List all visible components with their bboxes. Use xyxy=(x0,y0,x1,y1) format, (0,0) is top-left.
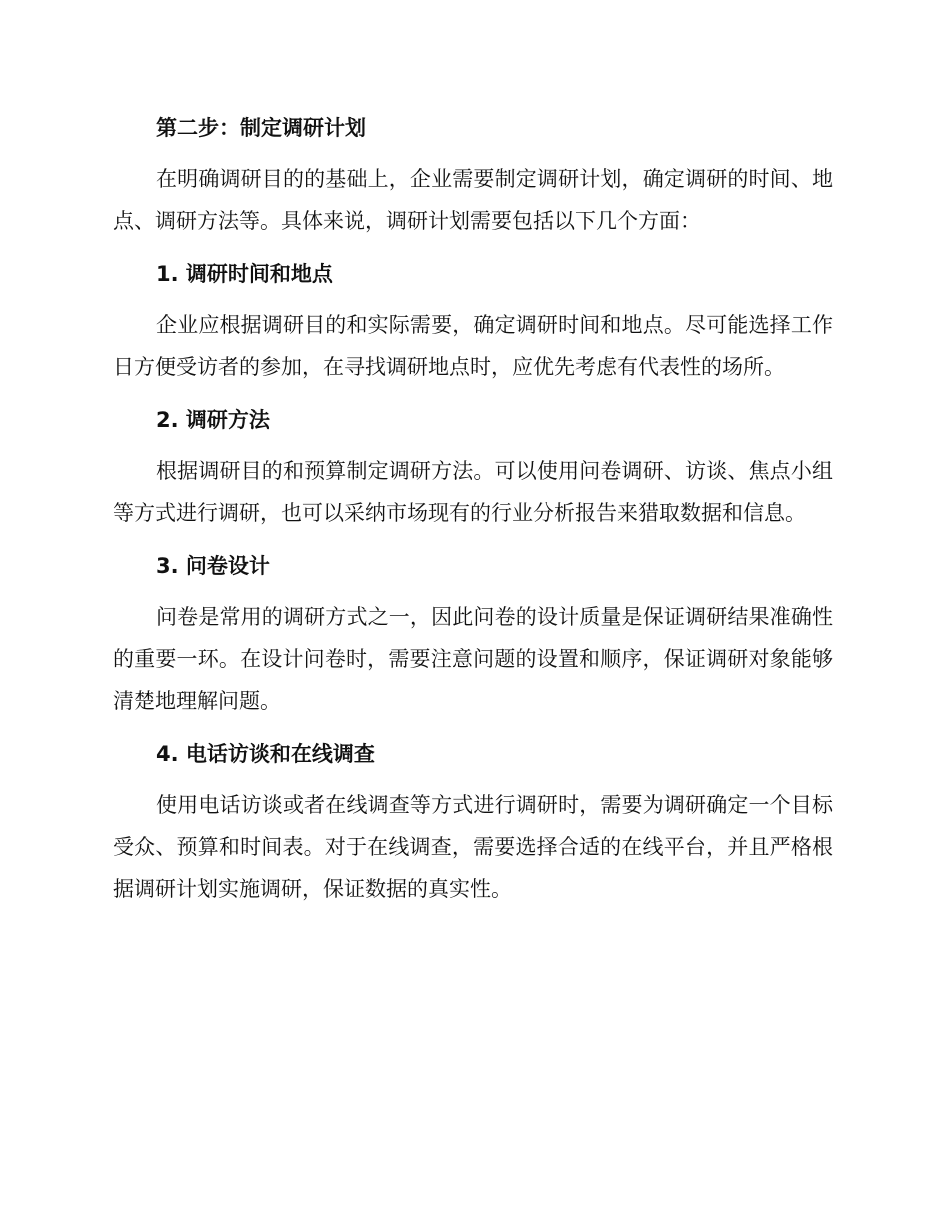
section-body-phone-online: 使用电话访谈或者在线调查等方式进行调研时，需要为调研确定一个目标受众、预算和时间表。对于在线调查，需要选择合适的在线平台，并且严格根据调研计划实施调研，保证数据的真实性。 xyxy=(113,793,833,901)
step-heading: 第二步：制定调研计划 xyxy=(156,116,366,140)
section-heading-methods: 2. 调研方法 xyxy=(156,408,270,432)
section-body-methods: 根据调研目的和预算制定调研方法。可以使用问卷调研、访谈、焦点小组等方式进行调研，也可以采纳市场现有的行业分析报告来猎取数据和信息。 xyxy=(113,459,833,525)
document-content xyxy=(113,110,833,910)
intro-paragraph: 在明确调研目的的基础上，企业需要制定调研计划，确定调研的时间、地点、调研方法等。具体来说，调研计划需要包括以下几个方面： xyxy=(113,167,833,233)
section-heading-phone-online: 4. 电话访谈和在线调查 xyxy=(156,742,375,766)
section-heading-time-location: 1. 调研时间和地点 xyxy=(156,262,333,286)
section-heading-questionnaire: 3. 问卷设计 xyxy=(156,554,270,578)
section-body-time-location: 企业应根据调研目的和实际需要，确定调研时间和地点。尽可能选择工作日方便受访者的参加，在寻找调研地点时，应优先考虑有代表性的场所。 xyxy=(113,313,833,379)
section-body-questionnaire: 问卷是常用的调研方式之一，因此问卷的设计质量是保证调研结果准确性的重要一环。在设计问卷时，需要注意问题的设置和顺序，保证调研对象能够清楚地理解问题。 xyxy=(113,605,833,713)
